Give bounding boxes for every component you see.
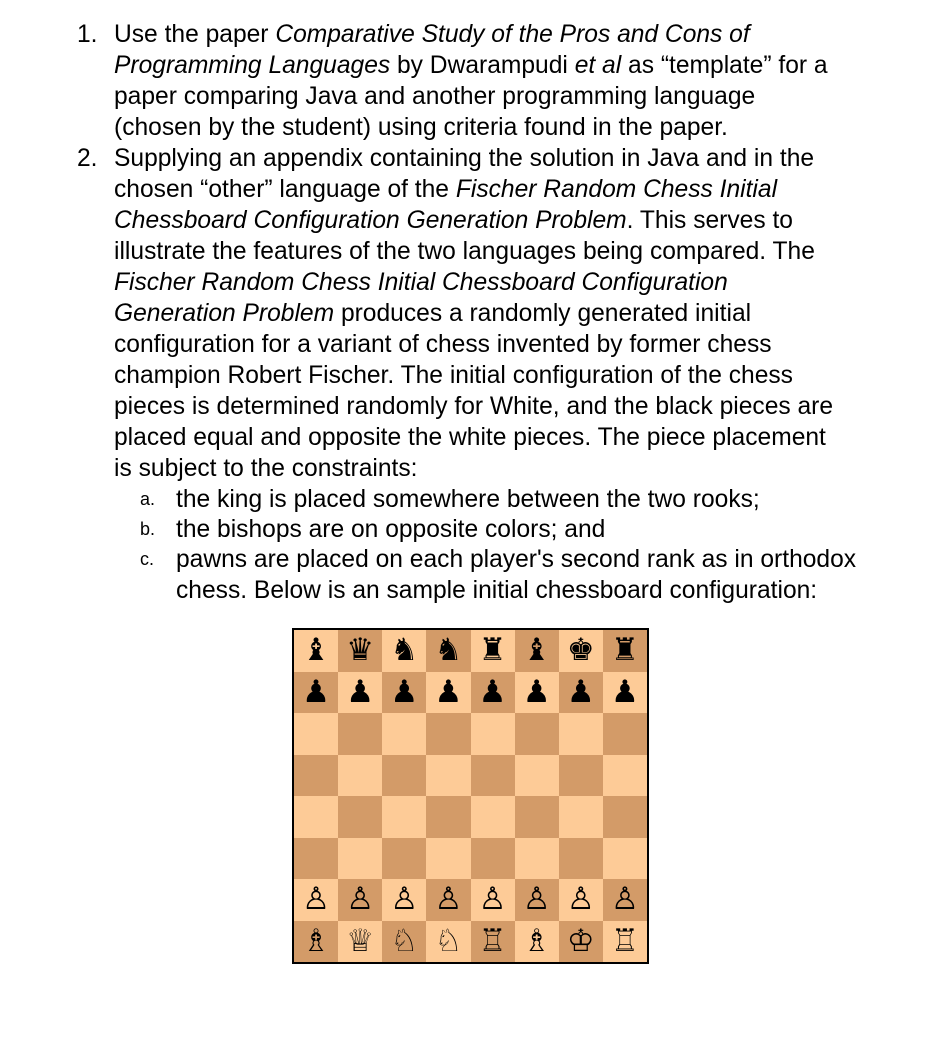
chess-piece-icon: ♗ xyxy=(302,922,330,959)
text-run: champion Robert Fischer. The initial configuration of the chess xyxy=(114,362,793,389)
board-square xyxy=(426,921,470,963)
board-square xyxy=(471,921,515,963)
list-item-text xyxy=(114,143,914,484)
text-line xyxy=(114,298,914,329)
chess-piece-icon: ♟ xyxy=(346,673,375,710)
board-square xyxy=(515,879,559,921)
board-square xyxy=(471,838,515,880)
board-square xyxy=(603,755,647,797)
board-square xyxy=(559,672,603,714)
board-square xyxy=(426,879,470,921)
board-square xyxy=(515,713,559,755)
sub-item-text xyxy=(176,544,916,606)
board-square xyxy=(338,672,382,714)
board-square xyxy=(382,672,426,714)
list-item-1 xyxy=(77,19,914,143)
board-square xyxy=(294,838,338,880)
chess-piece-icon: ♚ xyxy=(566,632,595,669)
board-square xyxy=(426,838,470,880)
board-square xyxy=(426,672,470,714)
board-square xyxy=(382,713,426,755)
board-square xyxy=(559,630,603,672)
text-run: pieces is determined randomly for White, and the black pieces are xyxy=(114,393,834,420)
chessboard-grid xyxy=(294,630,647,962)
board-square xyxy=(603,921,647,963)
list-item-text xyxy=(114,19,914,143)
board-square xyxy=(559,755,603,797)
chess-piece-icon: ♝ xyxy=(522,632,551,669)
text-line xyxy=(114,422,914,453)
text-line xyxy=(114,329,914,360)
chess-piece-icon: ♝ xyxy=(302,632,330,669)
sub-item-a xyxy=(140,484,916,515)
chess-piece-icon: ♗ xyxy=(522,922,551,959)
sub-item-text xyxy=(176,514,916,545)
chessboard-figure xyxy=(292,628,649,964)
board-square xyxy=(559,838,603,880)
board-square xyxy=(471,630,515,672)
board-square xyxy=(338,838,382,880)
board-square xyxy=(471,796,515,838)
text-run: configuration for a variant of chess invented by former chess xyxy=(114,331,772,358)
board-square xyxy=(603,879,647,921)
text-line xyxy=(114,360,914,391)
sub-marker: b. xyxy=(140,519,156,539)
board-square xyxy=(338,921,382,963)
text-line xyxy=(114,81,914,112)
board-square xyxy=(294,921,338,963)
chess-piece-icon: ♘ xyxy=(434,922,463,959)
board-square xyxy=(426,796,470,838)
board-square xyxy=(382,755,426,797)
text-line xyxy=(114,391,914,422)
chess-piece-icon: ♜ xyxy=(478,632,507,669)
text-run: by Dwarampudi xyxy=(390,52,575,79)
text-run: paper comparing Java and another programming language xyxy=(114,83,756,110)
chess-piece-icon: ♙ xyxy=(390,881,419,918)
text-line xyxy=(114,50,914,81)
chess-piece-icon: ♛ xyxy=(346,632,375,669)
board-square xyxy=(471,672,515,714)
board-square xyxy=(471,755,515,797)
chess-piece-icon: ♟ xyxy=(611,673,639,710)
italic-text: Generation Problem xyxy=(114,300,335,327)
italic-text: Programming Languages xyxy=(114,52,391,79)
chess-piece-icon: ♖ xyxy=(478,922,507,959)
text-line xyxy=(114,19,914,50)
text-run: Use the paper xyxy=(114,21,276,48)
board-square xyxy=(559,796,603,838)
board-square xyxy=(382,838,426,880)
board-square xyxy=(603,630,647,672)
sub-item-b xyxy=(140,514,916,545)
board-square xyxy=(294,672,338,714)
text-run: illustrate the features of the two languages being compared. The xyxy=(114,238,815,265)
board-square xyxy=(603,796,647,838)
sub-item-text xyxy=(176,484,916,515)
board-square xyxy=(294,630,338,672)
sub-marker: c. xyxy=(140,549,155,569)
chess-piece-icon: ♟ xyxy=(522,673,551,710)
chess-piece-icon: ♞ xyxy=(390,632,419,669)
chess-piece-icon: ♟ xyxy=(566,673,595,710)
board-square xyxy=(382,796,426,838)
chess-piece-icon: ♙ xyxy=(478,881,507,918)
chess-piece-icon: ♙ xyxy=(302,881,330,918)
board-square xyxy=(294,713,338,755)
board-square xyxy=(338,713,382,755)
board-square xyxy=(382,879,426,921)
board-square xyxy=(515,672,559,714)
italic-text: Fischer Random Chess Initial xyxy=(455,176,778,203)
text-run: as “template” for a xyxy=(621,52,828,79)
list-item-2 xyxy=(77,143,914,484)
text-line xyxy=(114,112,914,143)
board-square xyxy=(382,630,426,672)
chess-piece-icon: ♙ xyxy=(522,881,551,918)
board-square xyxy=(426,755,470,797)
chess-piece-icon: ♙ xyxy=(346,881,375,918)
board-square xyxy=(426,630,470,672)
board-square xyxy=(515,755,559,797)
sub-item-c xyxy=(140,544,916,606)
board-square xyxy=(338,755,382,797)
board-square xyxy=(515,630,559,672)
board-square xyxy=(338,796,382,838)
text-run: produces a randomly generated initial xyxy=(334,300,752,327)
text-run: chosen “other” language of the xyxy=(114,176,456,203)
board-square xyxy=(603,713,647,755)
text-line xyxy=(114,143,914,174)
chess-piece-icon: ♞ xyxy=(434,632,463,669)
board-square xyxy=(338,879,382,921)
board-square xyxy=(515,921,559,963)
board-square xyxy=(294,796,338,838)
chess-piece-icon: ♟ xyxy=(302,673,330,710)
text-line xyxy=(114,453,914,484)
chess-piece-icon: ♙ xyxy=(611,881,639,918)
text-line xyxy=(114,174,914,205)
italic-text: Comparative Study of the Pros and Cons of xyxy=(275,21,750,48)
board-square xyxy=(471,713,515,755)
sub-marker: a. xyxy=(140,489,156,509)
chess-piece-icon: ♙ xyxy=(434,881,463,918)
text-line: chess. Below is an sample initial chessboard configuration: xyxy=(176,577,818,604)
italic-text: Chessboard Configuration Generation Problem xyxy=(114,207,627,234)
board-square xyxy=(426,713,470,755)
board-square xyxy=(294,755,338,797)
chess-piece-icon: ♟ xyxy=(478,673,507,710)
list-number: 2. xyxy=(77,145,98,172)
chess-piece-icon: ♜ xyxy=(611,632,639,669)
board-square xyxy=(471,879,515,921)
board-square xyxy=(559,713,603,755)
board-square xyxy=(515,838,559,880)
chess-piece-icon: ♕ xyxy=(346,922,375,959)
chess-piece-icon: ♟ xyxy=(434,673,463,710)
chess-piece-icon: ♟ xyxy=(390,673,419,710)
chess-piece-icon: ♔ xyxy=(566,922,595,959)
text-run: placed equal and opposite the white pieces. The piece placement xyxy=(114,424,826,451)
text-line: the bishops are on opposite colors; and xyxy=(176,516,606,543)
chess-piece-icon: ♖ xyxy=(611,922,639,959)
text-run: . This serves to xyxy=(626,207,793,234)
text-run: (chosen by the student) using criteria found in the paper. xyxy=(114,114,728,141)
board-square xyxy=(382,921,426,963)
text-line xyxy=(114,267,914,298)
chess-piece-icon: ♙ xyxy=(566,881,595,918)
text-run: Supplying an appendix containing the solution in Java and in the xyxy=(114,145,815,172)
text-line: pawns are placed on each player's second rank as in orthodox xyxy=(176,546,857,573)
text-line: the king is placed somewhere between the two rooks; xyxy=(176,486,760,513)
italic-text: Fischer Random Chess Initial Chessboard Configuration xyxy=(114,269,728,296)
board-square xyxy=(603,838,647,880)
board-square xyxy=(515,796,559,838)
board-square xyxy=(559,879,603,921)
board-square xyxy=(338,630,382,672)
text-line xyxy=(114,236,914,267)
chess-piece-icon: ♘ xyxy=(390,922,419,959)
board-square xyxy=(559,921,603,963)
text-line xyxy=(114,205,914,236)
text-run: is subject to the constraints: xyxy=(114,455,418,482)
list-number: 1. xyxy=(77,21,98,48)
board-square xyxy=(603,672,647,714)
board-square xyxy=(294,879,338,921)
italic-text: et al xyxy=(574,52,622,79)
